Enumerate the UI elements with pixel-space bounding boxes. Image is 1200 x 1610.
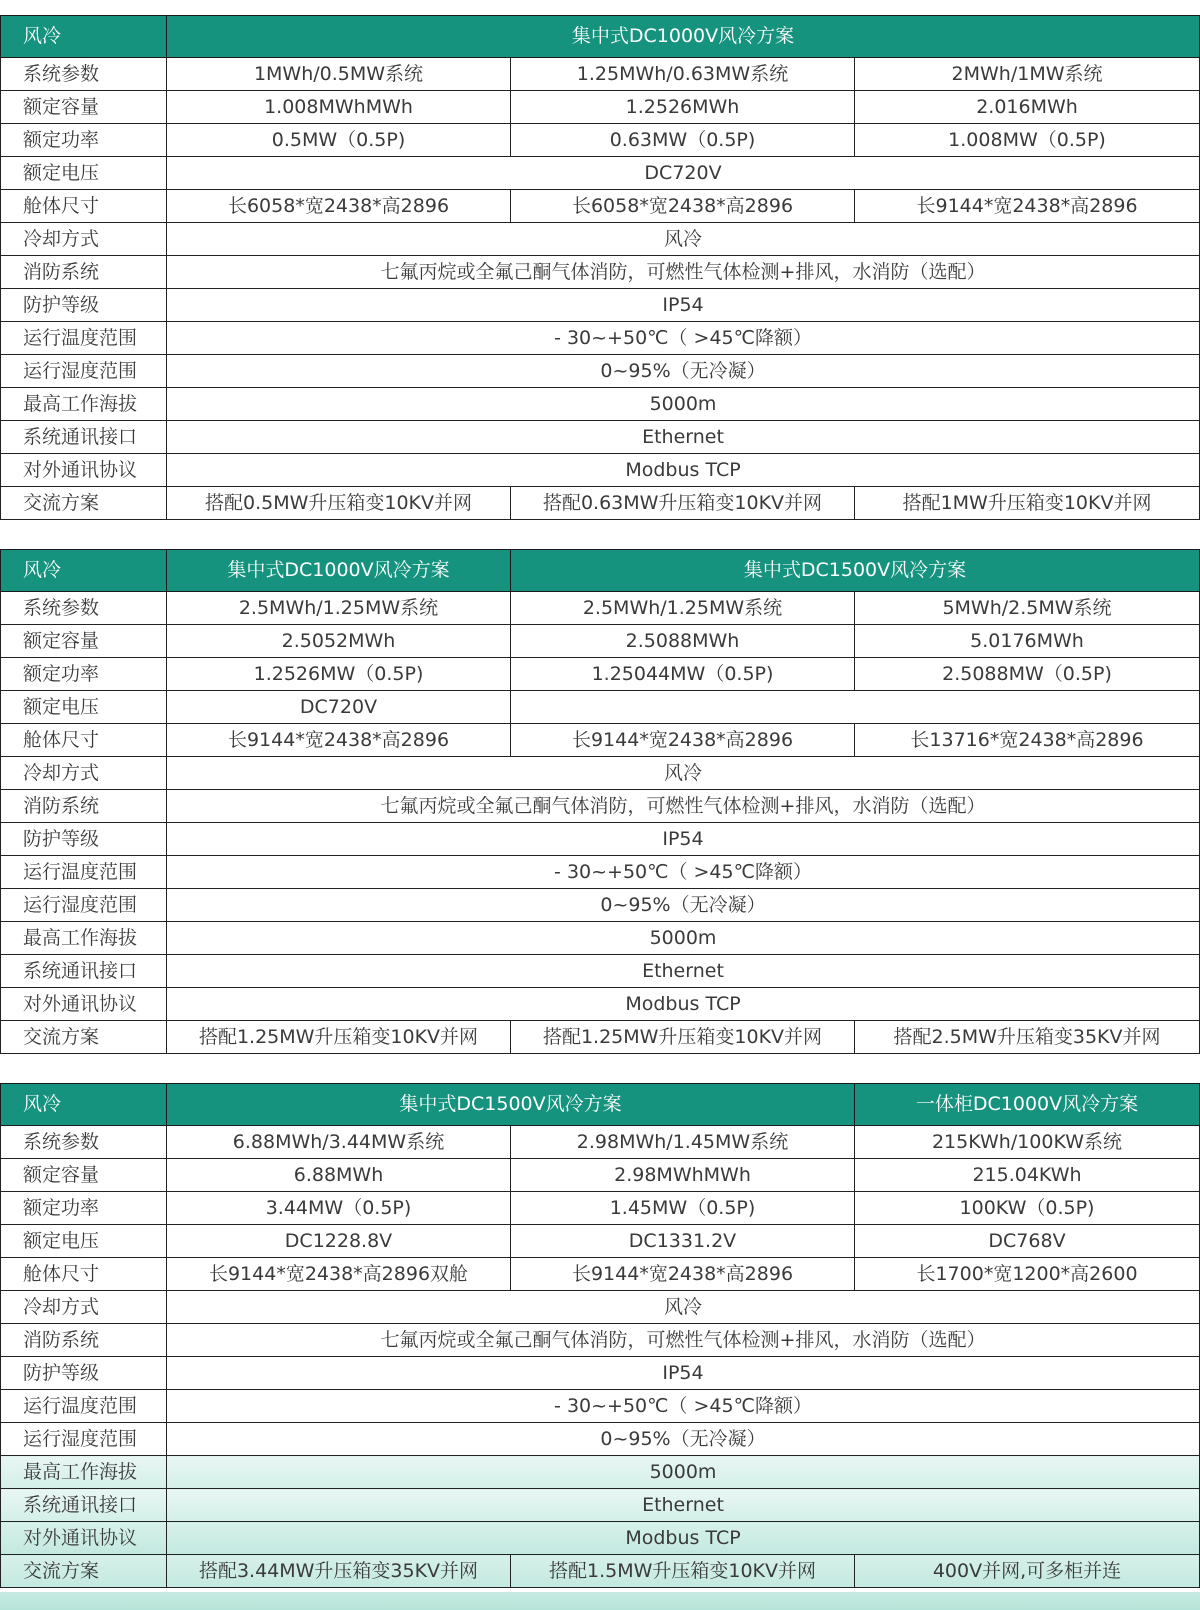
row-label: 交流方案 (1, 1555, 167, 1588)
row-label: 消防系统 (1, 790, 167, 823)
cell: IP54 (167, 1357, 1200, 1390)
row-interface (1, 955, 1200, 988)
row-label: 额定电压 (1, 157, 167, 190)
row-cooling (1, 1291, 1200, 1324)
cell: 2.98MWh/1.45MW系统 (511, 1126, 855, 1159)
cell: 搭配2.5MW升压箱变35KV并网 (855, 1021, 1200, 1054)
row-label: 防护等级 (1, 823, 167, 856)
cell: 七氟丙烷或全氟己酮气体消防，可燃性气体检测+排风，水消防（选配） (167, 256, 1200, 289)
cell: Ethernet (167, 955, 1200, 988)
cell: 5000m (167, 388, 1200, 421)
cell: 6.88MWh (167, 1159, 511, 1192)
row-label: 运行温度范围 (1, 322, 167, 355)
cell: 215.04KWh (855, 1159, 1200, 1192)
row-temp (1, 1390, 1200, 1423)
row-system (1, 592, 1200, 625)
row-label: 系统通讯接口 (1, 1489, 167, 1522)
row-ac (1, 487, 1200, 520)
cell: 0.5MW（0.5P) (167, 124, 511, 157)
row-size (1, 190, 1200, 223)
spec-table-1 (0, 15, 1200, 520)
table-header-row (1, 550, 1200, 592)
cell: 1.008MWhMWh (167, 91, 511, 124)
cell: 1.2526MWh (511, 91, 855, 124)
table-header-row (1, 16, 1200, 58)
row-label: 舱体尺寸 (1, 190, 167, 223)
row-capacity (1, 1159, 1200, 1192)
cell: DC720V (167, 157, 1200, 190)
row-voltage (1, 691, 1200, 724)
row-label: 额定功率 (1, 658, 167, 691)
row-voltage (1, 157, 1200, 190)
cell: 1MWh/0.5MW系统 (167, 58, 511, 91)
cell: 搭配1.25MW升压箱变10KV并网 (167, 1021, 511, 1054)
cell: 0~95%（无冷凝） (167, 889, 1200, 922)
row-label: 消防系统 (1, 256, 167, 289)
solution-header: 集中式DC1000V风冷方案 (167, 16, 1200, 58)
row-label: 舱体尺寸 (1, 724, 167, 757)
row-label: 系统参数 (1, 592, 167, 625)
cell: 2.5MWh/1.25MW系统 (167, 592, 511, 625)
row-label: 运行湿度范围 (1, 889, 167, 922)
cell: 0.63MW（0.5P) (511, 124, 855, 157)
row-humidity (1, 1423, 1200, 1456)
cell: IP54 (167, 289, 1200, 322)
row-ac (1, 1555, 1200, 1588)
cell: 1.45MW（0.5P) (511, 1192, 855, 1225)
cell: IP54 (167, 823, 1200, 856)
cell: 5MWh/2.5MW系统 (855, 592, 1200, 625)
row-fire (1, 256, 1200, 289)
row-label: 系统通讯接口 (1, 421, 167, 454)
row-altitude (1, 388, 1200, 421)
row-label: 舱体尺寸 (1, 1258, 167, 1291)
cell: - 30~+50℃（ >45℃降额） (167, 322, 1200, 355)
row-label: 额定容量 (1, 625, 167, 658)
row-label: 防护等级 (1, 1357, 167, 1390)
row-power (1, 1192, 1200, 1225)
solution-header: 集中式DC1500V风冷方案 (511, 550, 1200, 592)
row-label: 对外通讯协议 (1, 988, 167, 1021)
cell: 长9144*宽2438*高2896 (511, 1258, 855, 1291)
spec-table-3 (0, 1083, 1200, 1588)
row-system (1, 58, 1200, 91)
cell: 100KW（0.5P) (855, 1192, 1200, 1225)
cell: 2.5088MWh (511, 625, 855, 658)
cell: Modbus TCP (167, 988, 1200, 1021)
row-label: 对外通讯协议 (1, 1522, 167, 1555)
cell: Modbus TCP (167, 454, 1200, 487)
cell: 1.2526MW（0.5P) (167, 658, 511, 691)
row-label: 运行湿度范围 (1, 1423, 167, 1456)
cell: 七氟丙烷或全氟己酮气体消防，可燃性气体检测+排风，水消防（选配） (167, 790, 1200, 823)
cell: 2.5052MWh (167, 625, 511, 658)
cell: 搭配1MW升压箱变10KV并网 (855, 487, 1200, 520)
cell: 5000m (167, 922, 1200, 955)
row-size (1, 724, 1200, 757)
row-fire (1, 790, 1200, 823)
cell (511, 691, 1200, 724)
cell: 长9144*宽2438*高2896 (167, 724, 511, 757)
cell: DC1228.8V (167, 1225, 511, 1258)
row-label: 额定功率 (1, 124, 167, 157)
row-protocol (1, 988, 1200, 1021)
cell: 400V并网,可多柜并连 (855, 1555, 1200, 1588)
row-temp (1, 322, 1200, 355)
row-label: 对外通讯协议 (1, 454, 167, 487)
row-power (1, 124, 1200, 157)
row-label: 系统通讯接口 (1, 955, 167, 988)
row-ac (1, 1021, 1200, 1054)
cell: DC720V (167, 691, 511, 724)
cell: 长9144*宽2438*高2896双舱 (167, 1258, 511, 1291)
cell: 长9144*宽2438*高2896 (855, 190, 1200, 223)
row-label: 消防系统 (1, 1324, 167, 1357)
row-label: 额定容量 (1, 91, 167, 124)
cell: Ethernet (167, 1489, 1200, 1522)
row-voltage (1, 1225, 1200, 1258)
row-cooling (1, 223, 1200, 256)
row-label: 最高工作海拔 (1, 1456, 167, 1489)
cell: 搭配1.5MW升压箱变10KV并网 (511, 1555, 855, 1588)
cell: 6.88MWh/3.44MW系统 (167, 1126, 511, 1159)
row-system (1, 1126, 1200, 1159)
row-fire (1, 1324, 1200, 1357)
solution-header: 集中式DC1500V风冷方案 (167, 1084, 855, 1126)
cell: 2.016MWh (855, 91, 1200, 124)
row-label: 系统参数 (1, 1126, 167, 1159)
cell: 0~95%（无冷凝） (167, 1423, 1200, 1456)
row-label: 运行温度范围 (1, 1390, 167, 1423)
cell: 搭配0.63MW升压箱变10KV并网 (511, 487, 855, 520)
cell: Ethernet (167, 421, 1200, 454)
table-header-row (1, 1084, 1200, 1126)
cell: 3.44MW（0.5P) (167, 1192, 511, 1225)
row-label: 额定容量 (1, 1159, 167, 1192)
spec-table-2 (0, 549, 1200, 1054)
row-label: 防护等级 (1, 289, 167, 322)
row-capacity (1, 91, 1200, 124)
row-altitude (1, 922, 1200, 955)
cell: DC1331.2V (511, 1225, 855, 1258)
cell: 1.25044MW（0.5P) (511, 658, 855, 691)
cell: - 30~+50℃（ >45℃降额） (167, 1390, 1200, 1423)
row-label: 额定电压 (1, 691, 167, 724)
cell: 5.0176MWh (855, 625, 1200, 658)
cell: 长13716*宽2438*高2896 (855, 724, 1200, 757)
row-label: 额定功率 (1, 1192, 167, 1225)
cell: 5000m (167, 1456, 1200, 1489)
cell: 0~95%（无冷凝） (167, 355, 1200, 388)
cell: 2.5MWh/1.25MW系统 (511, 592, 855, 625)
cell: 风冷 (167, 1291, 1200, 1324)
row-humidity (1, 889, 1200, 922)
row-capacity (1, 625, 1200, 658)
row-cooling (1, 757, 1200, 790)
row-protection (1, 289, 1200, 322)
row-interface (1, 421, 1200, 454)
header-label: 风冷 (1, 1084, 167, 1126)
cell: 搭配1.25MW升压箱变10KV并网 (511, 1021, 855, 1054)
cell: 搭配0.5MW升压箱变10KV并网 (167, 487, 511, 520)
row-humidity (1, 355, 1200, 388)
bottom-decoration-strip (0, 1592, 1200, 1610)
header-label: 风冷 (1, 550, 167, 592)
row-label: 最高工作海拔 (1, 922, 167, 955)
row-power (1, 658, 1200, 691)
row-protection (1, 823, 1200, 856)
cell: 2MWh/1MW系统 (855, 58, 1200, 91)
cell: 长1700*宽1200*高2600 (855, 1258, 1200, 1291)
cell: - 30~+50℃（ >45℃降额） (167, 856, 1200, 889)
row-label: 冷却方式 (1, 223, 167, 256)
row-protection (1, 1357, 1200, 1390)
cell: 搭配3.44MW升压箱变35KV并网 (167, 1555, 511, 1588)
cell: 风冷 (167, 757, 1200, 790)
header-label: 风冷 (1, 16, 167, 58)
cell: 风冷 (167, 223, 1200, 256)
row-label: 交流方案 (1, 487, 167, 520)
cell: 2.5088MW（0.5P) (855, 658, 1200, 691)
solution-header: 一体柜DC1000V风冷方案 (855, 1084, 1200, 1126)
cell: 长9144*宽2438*高2896 (511, 724, 855, 757)
row-protocol (1, 1522, 1200, 1555)
row-temp (1, 856, 1200, 889)
row-protocol (1, 454, 1200, 487)
cell: 七氟丙烷或全氟己酮气体消防，可燃性气体检测+排风，水消防（选配） (167, 1324, 1200, 1357)
row-label: 运行湿度范围 (1, 355, 167, 388)
cell: Modbus TCP (167, 1522, 1200, 1555)
row-label: 冷却方式 (1, 757, 167, 790)
cell: 215KWh/100KW系统 (855, 1126, 1200, 1159)
row-size (1, 1258, 1200, 1291)
cell: 1.25MWh/0.63MW系统 (511, 58, 855, 91)
cell: 长6058*宽2438*高2896 (511, 190, 855, 223)
cell: 长6058*宽2438*高2896 (167, 190, 511, 223)
row-label: 交流方案 (1, 1021, 167, 1054)
row-label: 最高工作海拔 (1, 388, 167, 421)
row-interface (1, 1489, 1200, 1522)
row-label: 额定电压 (1, 1225, 167, 1258)
row-altitude (1, 1456, 1200, 1489)
cell: 1.008MW（0.5P) (855, 124, 1200, 157)
cell: DC768V (855, 1225, 1200, 1258)
solution-header: 集中式DC1000V风冷方案 (167, 550, 511, 592)
row-label: 冷却方式 (1, 1291, 167, 1324)
row-label: 系统参数 (1, 58, 167, 91)
row-label: 运行温度范围 (1, 856, 167, 889)
cell: 2.98MWhMWh (511, 1159, 855, 1192)
